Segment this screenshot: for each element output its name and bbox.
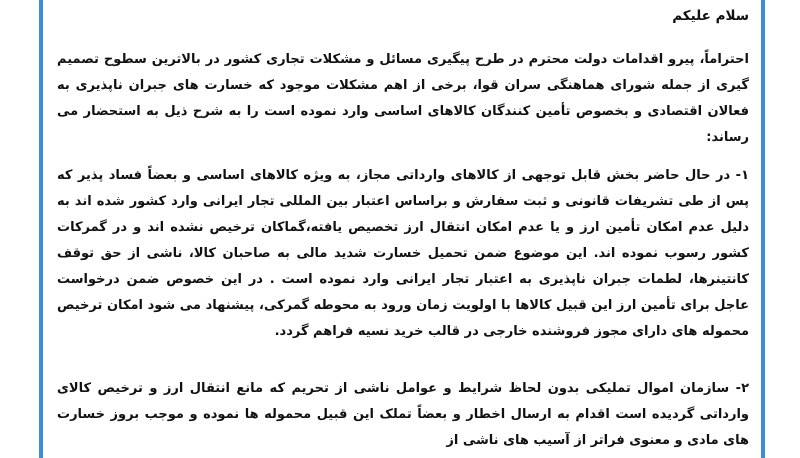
greeting: سلام علیکم [672, 8, 749, 24]
item-2-paragraph: ۲- سازمان اموال تملیکی بدون لحاظ شرایط و عوامل ناشی از تحریم که مانع انتقال ارز و ترخیص کالای وارداتی گردیده است اقدام به ارسال اخطار و بعضاً تملک این قبیل محموله ها نموده و موجب بروز خسارت های مادی و معنوی فراتر از آسیب های ناشی از [57, 381, 749, 448]
intro-paragraph: احتراماً، پیرو اقدامات دولت محترم در طرح پیگیری مسائل و مشکلات تجاری کشور در بالاترین سطوح تصمیم گیری از جمله شورای هماهنگی سران قوا، برخی از اهم مشکلات موجود که خسارت های جبران ناپذیری به فعالان اقتصادی و بخصوص تأمین کنندگان کالاهای اساسی وارد نموده است را به شرح ذیل به استحضار می رساند: [57, 52, 749, 145]
item-1-paragraph: ۱- در حال حاضر بخش قابل توجهی از کالاهای وارداتی مجاز، به ویژه کالاهای اساسی و بعضاً فساد پذیر که پس از طی تشریفات قانونی و ثبت سفارش و براساس اعتبار بین المللی تجار ایرانی وارد کشور شده اند به دلیل عدم امکان تأمین ارز و یا عدم امکان انتقال ارز تخصیص یافته،گماکان ترخیص نشده اند و در گمرکات کشور رسوب نموده اند. این موضوع ضمن تحمیل خسارت شدید مالی به صاحبان کالا، ناشی از حق توقف کانتینرها، لطمات جبران ناپذیری به اعتبار تجار ایرانی وارد نموده است . در این خصوص ضمن درخواست عاجل برای تأمین ارز این قبیل کالاها با اولویت زمان ورود به محوطه گمرکی، پیشنهاد می شود امکان ترخیص محموله های دارای مجوز فروشنده خارجی در قالب خرید نسیه فراهم گردد. [57, 168, 749, 339]
letter-page [39, 0, 765, 458]
